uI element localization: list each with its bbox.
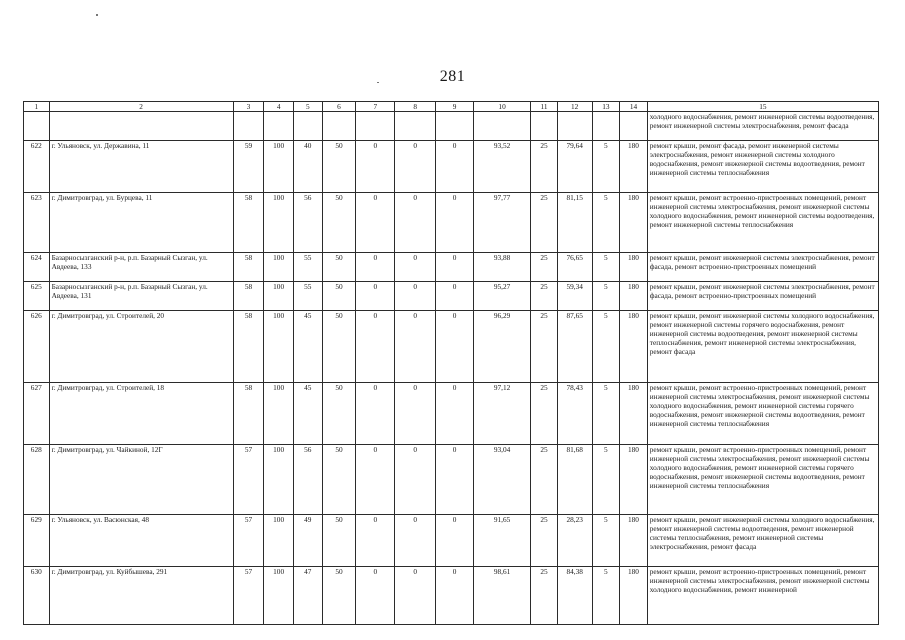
- col-11: 25: [531, 383, 558, 445]
- col-3: 57: [233, 445, 264, 515]
- col-13: 5: [592, 141, 620, 193]
- col-8: 0: [395, 141, 436, 193]
- col-4: 100: [264, 567, 294, 625]
- table-row: [24, 311, 879, 383]
- col-4: 100: [264, 445, 294, 515]
- col-12: 78,43: [557, 383, 592, 445]
- col-9: 0: [436, 311, 474, 383]
- works-description: холодного водоснабжения, ремонт инженерной системы водоотведения, ремонт инженерной системы электроснабжения, ремонт фасада: [647, 112, 878, 141]
- col-5: 47: [293, 567, 322, 625]
- col-12: 28,23: [557, 515, 592, 567]
- col-3: 58: [233, 311, 264, 383]
- col-8: 0: [395, 445, 436, 515]
- address: г. Димитровград, ул. Куйбышева, 291: [49, 567, 233, 625]
- col-5: 55: [293, 253, 322, 282]
- col-7: 0: [356, 193, 395, 253]
- col-14: 180: [620, 445, 648, 515]
- col-12: 59,34: [557, 282, 592, 311]
- col-3: 58: [233, 383, 264, 445]
- col-7: 0: [356, 253, 395, 282]
- registry-table: [23, 101, 879, 625]
- col-14: 180: [620, 193, 648, 253]
- col-9: 0: [436, 445, 474, 515]
- col-8: 0: [395, 515, 436, 567]
- col-8: 0: [395, 383, 436, 445]
- col-11: 25: [531, 193, 558, 253]
- col-12: 87,65: [557, 311, 592, 383]
- col-14: 180: [620, 253, 648, 282]
- col-3: 58: [233, 193, 264, 253]
- table-row: [24, 445, 879, 515]
- col-13: 5: [592, 311, 620, 383]
- col-9: 0: [436, 515, 474, 567]
- column-number: 5: [293, 102, 322, 112]
- row-number: 627: [24, 383, 50, 445]
- col-5: 56: [293, 193, 322, 253]
- row-number: 626: [24, 311, 50, 383]
- col-14: 180: [620, 282, 648, 311]
- table-row: [24, 193, 879, 253]
- col-13: 5: [592, 515, 620, 567]
- column-number: 2: [49, 102, 233, 112]
- table-row: [24, 141, 879, 193]
- col-10: 96,29: [473, 311, 530, 383]
- col-4: 100: [264, 193, 294, 253]
- col-9: 0: [436, 567, 474, 625]
- col-11: 25: [531, 311, 558, 383]
- col-5: 49: [293, 515, 322, 567]
- col-10: 93,52: [473, 141, 530, 193]
- col-14: 180: [620, 383, 648, 445]
- col-10: 98,61: [473, 567, 530, 625]
- col-7: 0: [356, 515, 395, 567]
- col-14: 180: [620, 141, 648, 193]
- col-6: 50: [322, 253, 356, 282]
- col-6: 50: [322, 515, 356, 567]
- col-4: 100: [264, 141, 294, 193]
- col-14: 180: [620, 567, 648, 625]
- column-number: 1: [24, 102, 50, 112]
- col-13: 5: [592, 193, 620, 253]
- col-11: 25: [531, 445, 558, 515]
- works-description: ремонт крыши, ремонт встроенно-пристроенных помещений, ремонт инженерной системы электроснабжения, ремонт инженерной системы холодного водоснабжения, ремонт инженерной: [647, 567, 878, 625]
- col-5: 56: [293, 445, 322, 515]
- col-6: 50: [322, 311, 356, 383]
- col-3: 58: [233, 253, 264, 282]
- col-3: 58: [233, 282, 264, 311]
- column-number: 8: [395, 102, 436, 112]
- column-number: 11: [531, 102, 558, 112]
- col-10: 93,88: [473, 253, 530, 282]
- col-12: 81,68: [557, 445, 592, 515]
- address: Базарносызганский р-н, р.п. Базарный Сызган, ул. Авдеева, 133: [49, 253, 233, 282]
- table-row: [24, 253, 879, 282]
- col-10: 91,65: [473, 515, 530, 567]
- col-8: 0: [395, 282, 436, 311]
- address: г. Димитровград, ул. Бурцева, 11: [49, 193, 233, 253]
- col-4: 100: [264, 253, 294, 282]
- col-5: 45: [293, 383, 322, 445]
- col-5: 40: [293, 141, 322, 193]
- row-number: 624: [24, 253, 50, 282]
- col-14: 180: [620, 515, 648, 567]
- column-number: 13: [592, 102, 620, 112]
- col-11: 25: [531, 141, 558, 193]
- col-6: 50: [322, 141, 356, 193]
- col-6: 50: [322, 282, 356, 311]
- col-12: 84,38: [557, 567, 592, 625]
- col-9: 0: [436, 383, 474, 445]
- works-description: ремонт крыши, ремонт инженерной системы электроснабжения, ремонт фасада, ремонт встроенно-пристроенных помещений: [647, 253, 878, 282]
- col-13: 5: [592, 282, 620, 311]
- row-number: 629: [24, 515, 50, 567]
- col-8: 0: [395, 311, 436, 383]
- address: г. Димитровград, ул. Чайкиной, 12Г: [49, 445, 233, 515]
- scan-speck: [96, 14, 98, 16]
- col-4: 100: [264, 282, 294, 311]
- col-13: 5: [592, 383, 620, 445]
- continuation-row: [24, 112, 879, 141]
- col-5: 55: [293, 282, 322, 311]
- col-6: 50: [322, 193, 356, 253]
- table-body: [24, 102, 879, 625]
- works-description: ремонт крыши, ремонт встроенно-пристроенных помещений, ремонт инженерной системы электроснабжения, ремонт инженерной системы холодного водоснабжения, ремонт инженерной системы водоотведения, ремонт инженерной системы теплоснабжения: [647, 193, 878, 253]
- col-8: 0: [395, 567, 436, 625]
- row-number: 622: [24, 141, 50, 193]
- col-8: 0: [395, 193, 436, 253]
- column-number: 10: [473, 102, 530, 112]
- col-10: 97,77: [473, 193, 530, 253]
- col-12: 76,65: [557, 253, 592, 282]
- col-4: 100: [264, 311, 294, 383]
- col-9: 0: [436, 141, 474, 193]
- col-6: 50: [322, 445, 356, 515]
- address: Базарносызганский р-н, р.п. Базарный Сызган, ул. Авдеева, 131: [49, 282, 233, 311]
- col-10: 95,27: [473, 282, 530, 311]
- col-13: 5: [592, 253, 620, 282]
- table-row: [24, 515, 879, 567]
- col-11: 25: [531, 515, 558, 567]
- col-3: 59: [233, 141, 264, 193]
- col-9: 0: [436, 253, 474, 282]
- col-4: 100: [264, 515, 294, 567]
- col-9: 0: [436, 282, 474, 311]
- column-number: 12: [557, 102, 592, 112]
- col-14: 180: [620, 311, 648, 383]
- col-6: 50: [322, 567, 356, 625]
- col-3: 57: [233, 567, 264, 625]
- works-description: ремонт крыши, ремонт инженерной системы электроснабжения, ремонт фасада, ремонт встроенно-пристроенных помещений: [647, 282, 878, 311]
- col-13: 5: [592, 567, 620, 625]
- col-13: 5: [592, 445, 620, 515]
- works-description: ремонт крыши, ремонт встроенно-пристроенных помещений, ремонт инженерной системы электроснабжения, ремонт инженерной системы холодного водоснабжения, ремонт инженерной системы горячего водоснабжения, ремонт инженерной системы водоотведения, ремонт инженерной системы теплоснабжения: [647, 383, 878, 445]
- column-number: 4: [264, 102, 294, 112]
- row-number: 623: [24, 193, 50, 253]
- col-4: 100: [264, 383, 294, 445]
- column-number: 3: [233, 102, 264, 112]
- col-11: 25: [531, 253, 558, 282]
- col-10: 93,04: [473, 445, 530, 515]
- col-11: 25: [531, 282, 558, 311]
- col-5: 45: [293, 311, 322, 383]
- address: г. Ульяновск, ул. Державина, 11: [49, 141, 233, 193]
- column-number-row: [24, 102, 879, 112]
- col-11: 25: [531, 567, 558, 625]
- col-6: 50: [322, 383, 356, 445]
- col-7: 0: [356, 445, 395, 515]
- works-description: ремонт крыши, ремонт инженерной системы холодного водоснабжения, ремонт инженерной системы горячего водоснабжения, ремонт инженерной системы водоотведения, ремонт инженерной системы теплоснабжения, ремонт инженерной системы электроснабжения, ремонт фасада: [647, 311, 878, 383]
- col-3: 57: [233, 515, 264, 567]
- row-number: 625: [24, 282, 50, 311]
- col-8: 0: [395, 253, 436, 282]
- column-number: 14: [620, 102, 648, 112]
- table-row: [24, 567, 879, 625]
- page-number: 281: [439, 68, 466, 85]
- col-9: 0: [436, 193, 474, 253]
- table-row: [24, 282, 879, 311]
- col-12: 81,15: [557, 193, 592, 253]
- address: г. Димитровград, ул. Строителей, 20: [49, 311, 233, 383]
- col-7: 0: [356, 383, 395, 445]
- column-number: 6: [322, 102, 356, 112]
- column-number: 9: [436, 102, 474, 112]
- col-7: 0: [356, 282, 395, 311]
- row-number: 628: [24, 445, 50, 515]
- address: г. Ульяновск, ул. Васюнская, 48: [49, 515, 233, 567]
- works-description: ремонт крыши, ремонт инженерной системы холодного водоснабжения, ремонт инженерной системы водоотведения, ремонт инженерной системы теплоснабжения, ремонт инженерной системы электроснабжения, ремонт фасада: [647, 515, 878, 567]
- works-description: ремонт крыши, ремонт встроенно-пристроенных помещений, ремонт инженерной системы электроснабжения, ремонт инженерной системы холодного водоснабжения, ремонт инженерной системы горячего водоснабжения, ремонт инженерной системы водоотведения, ремонт инженерной системы теплоснабжения: [647, 445, 878, 515]
- column-number: 7: [356, 102, 395, 112]
- col-10: 97,12: [473, 383, 530, 445]
- col-7: 0: [356, 141, 395, 193]
- works-description: ремонт крыши, ремонт фасада, ремонт инженерной системы электроснабжения, ремонт инженерной системы холодного водоснабжения, ремонт инженерной системы водоотведения, ремонт инженерной системы теплоснабжения: [647, 141, 878, 193]
- address: г. Димитровград, ул. Строителей, 18: [49, 383, 233, 445]
- table-row: [24, 383, 879, 445]
- col-12: 79,64: [557, 141, 592, 193]
- col-7: 0: [356, 311, 395, 383]
- col-7: 0: [356, 567, 395, 625]
- row-number: 630: [24, 567, 50, 625]
- column-number: 15: [647, 102, 878, 112]
